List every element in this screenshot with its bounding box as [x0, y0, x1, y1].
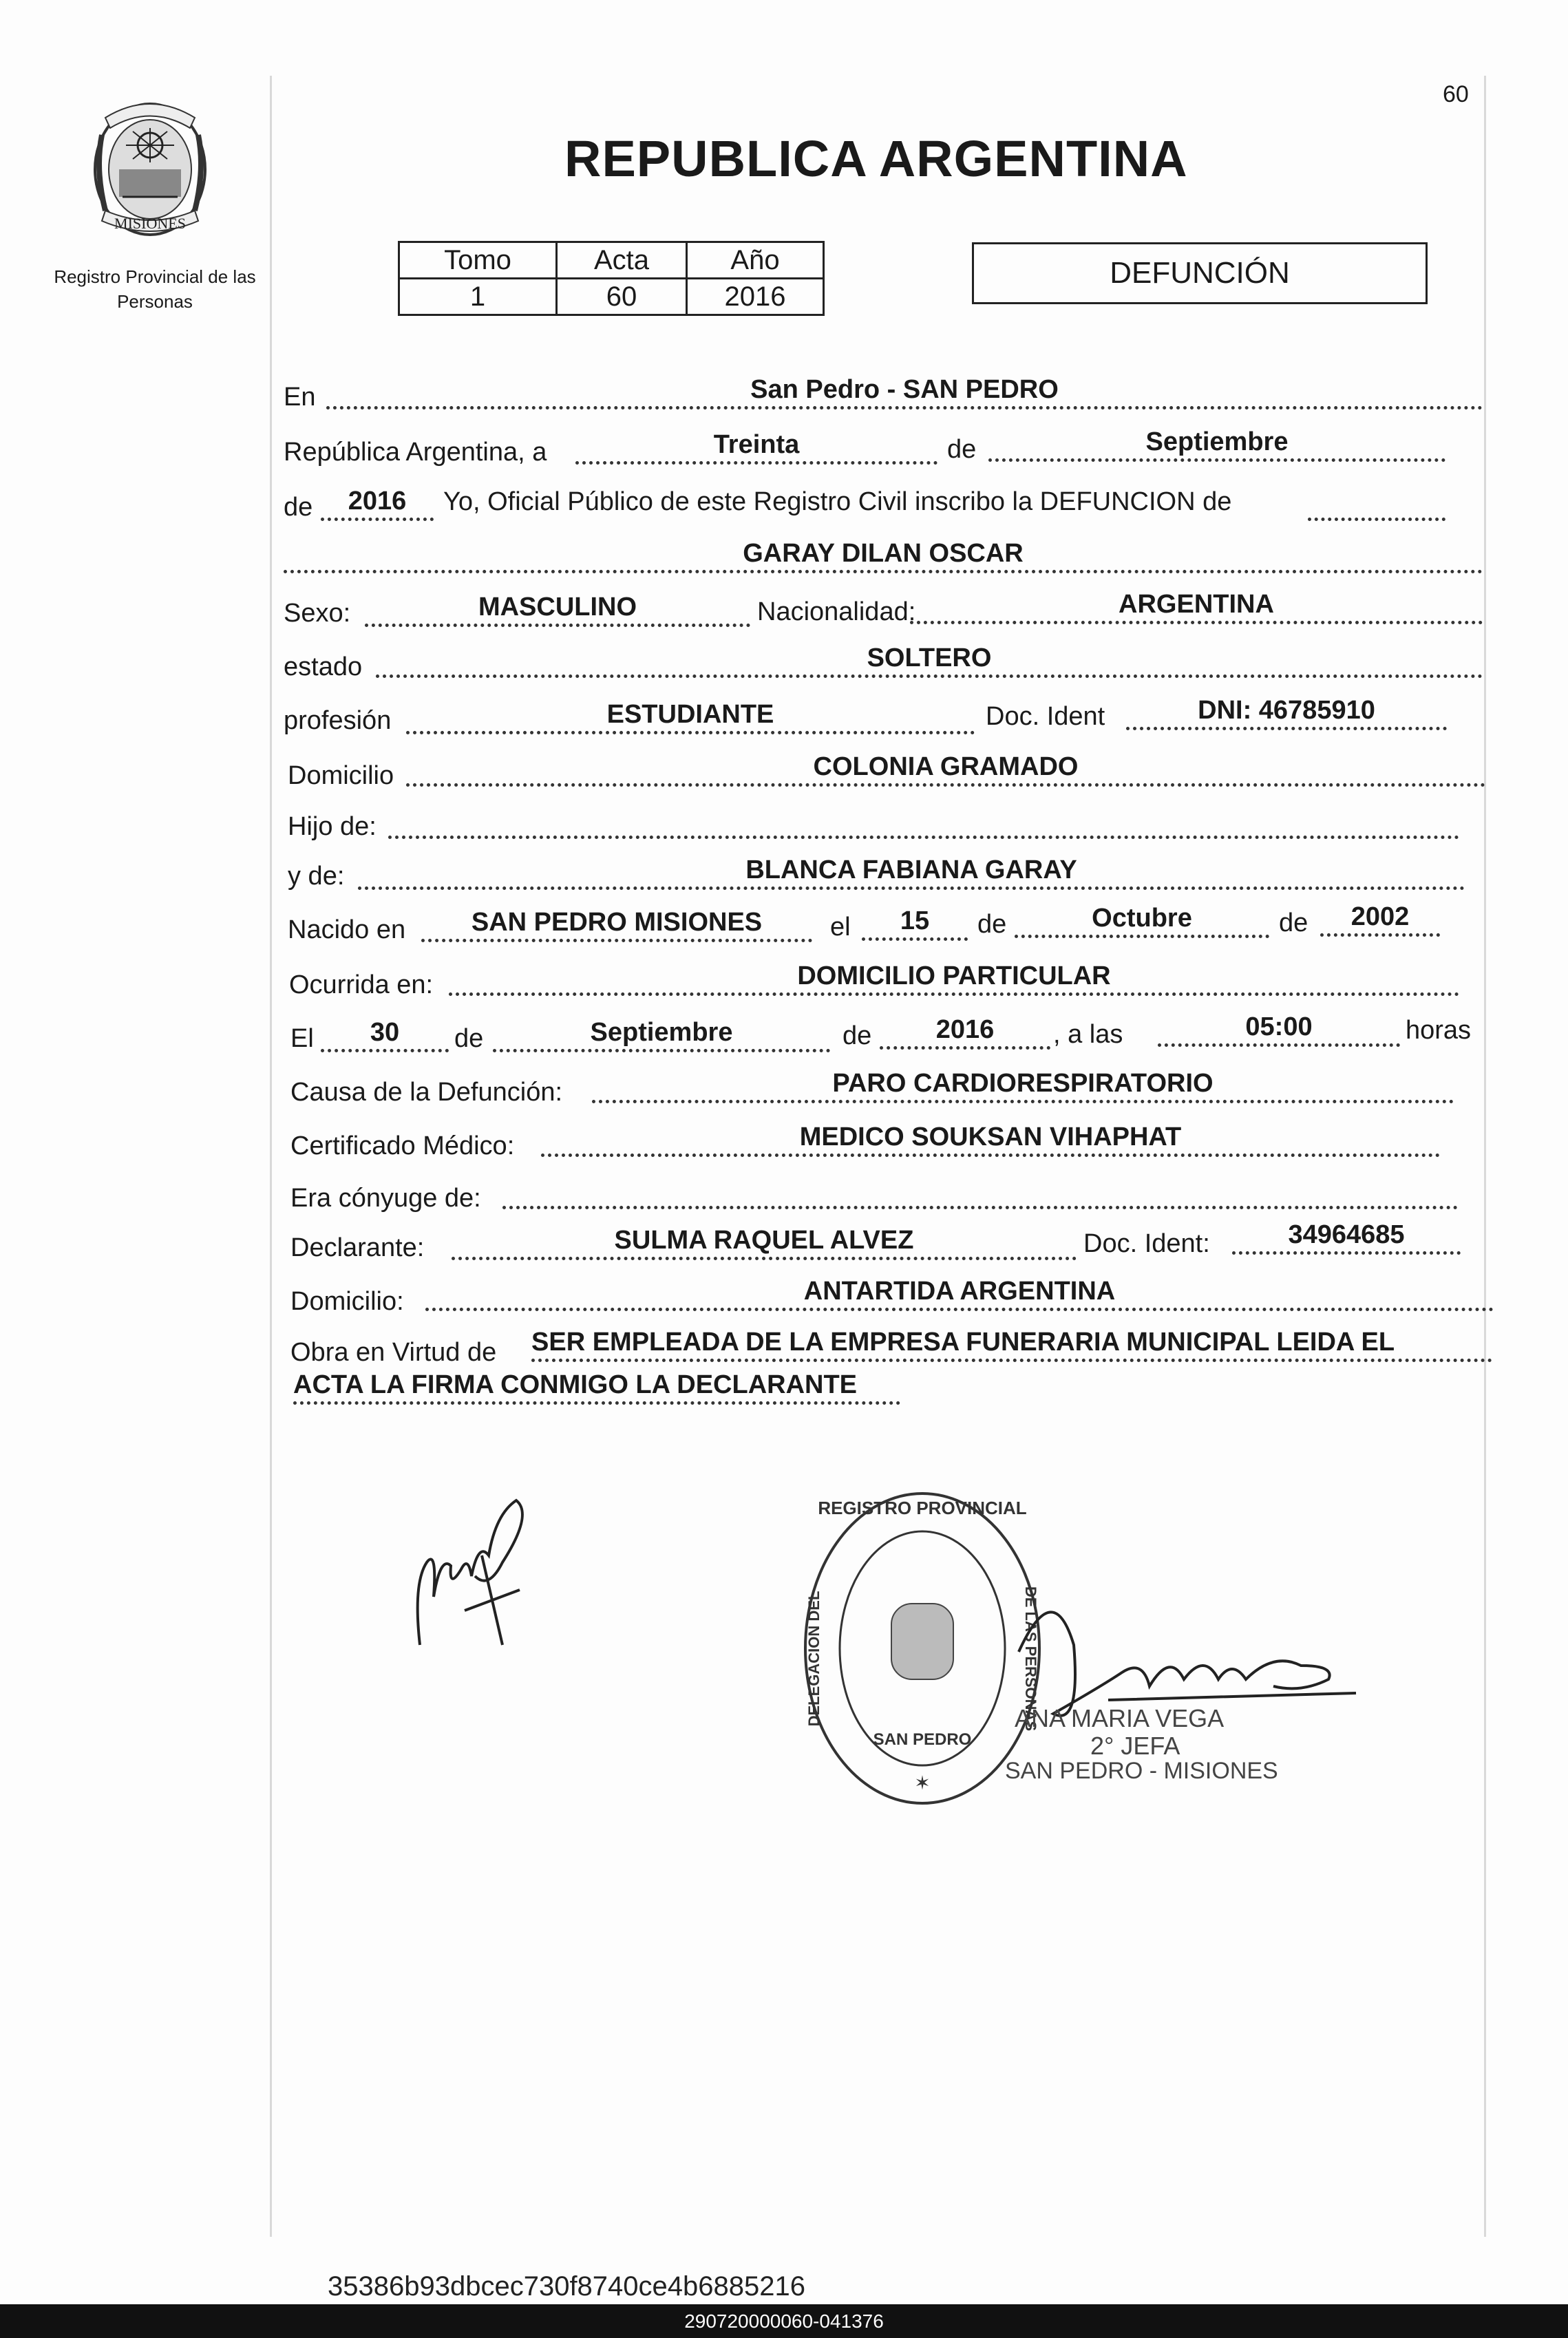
seal-text-top: REGISTRO PROVINCIAL: [818, 1498, 1027, 1518]
def-de-label: de: [454, 1024, 484, 1053]
causa-field: PARO CARDIORESPIRATORIO: [592, 1068, 1454, 1103]
record-header-tomo: Tomo: [399, 242, 557, 279]
nacido-field: SAN PEDRO MISIONES: [421, 907, 812, 942]
nac-mes-field: Octubre: [1015, 903, 1269, 938]
obra-field-line1: SER EMPLEADA DE LA EMPRESA FUNERARIA MUNICIPAL LEIDA EL: [531, 1327, 1492, 1362]
de-label: de: [947, 435, 977, 464]
record-value-anio: 2016: [687, 279, 824, 315]
el-label: el: [830, 913, 851, 942]
barcode-text: 290720000060-041376: [0, 2304, 1568, 2338]
margin-line-left: [270, 76, 272, 2237]
domicilio-field: COLONIA GRAMADO: [406, 752, 1485, 787]
sexo-label: Sexo:: [284, 599, 351, 628]
def-dia-field: 30: [321, 1017, 449, 1052]
record-header-anio: Año: [687, 242, 824, 279]
misiones-seal-icon: [74, 94, 226, 245]
profesion-label: profesión: [284, 706, 392, 735]
ocurrida-label: Ocurrida en:: [289, 970, 434, 999]
document-hash: 35386b93dbcec730f8740ce4b6885216: [328, 2271, 806, 2302]
nac-dia-field: 15: [862, 906, 968, 941]
nacido-label: Nacido en: [288, 915, 406, 944]
nac-anio-field: 2002: [1320, 902, 1440, 937]
yde-field: BLANCA FABIANA GARAY: [358, 855, 1465, 890]
domicilio2-field: ANTARTIDA ARGENTINA: [425, 1276, 1494, 1311]
registry-label: Registro Provincial de las Personas: [54, 266, 256, 312]
certificado-field: MEDICO SOUKSAN VIHAPHAT: [541, 1122, 1440, 1157]
profesion-field: ESTUDIANTE: [406, 699, 975, 734]
horas-label: horas: [1406, 1016, 1472, 1045]
svg-text:✶: ✶: [914, 1772, 931, 1794]
estado-label: estado: [284, 652, 363, 681]
domicilio-label: Domicilio: [288, 761, 394, 790]
official-role: 2° JEFA: [1090, 1732, 1180, 1760]
nacionalidad-field: ARGENTINA: [910, 589, 1483, 624]
nac-de2-label: de: [1279, 908, 1309, 937]
nac-de-label: de: [977, 910, 1007, 939]
alas-label: , a las: [1053, 1020, 1123, 1049]
obra-label: Obra en Virtud de: [290, 1338, 497, 1367]
doc-field: DNI: 46785910: [1126, 695, 1447, 730]
record-value-acta: 60: [557, 279, 687, 315]
seal-text-right: DE LAS PERSONAS: [1022, 1586, 1039, 1732]
declarante-label: Declarante:: [290, 1233, 425, 1262]
official-place: SAN PEDRO - MISIONES: [1005, 1758, 1278, 1784]
estado-field: SOLTERO: [376, 643, 1483, 678]
lugar-field: San Pedro - SAN PEDRO: [326, 374, 1483, 410]
yo-text: Yo, Oficial Público de este Registro Civil inscribo la DEFUNCION de: [443, 487, 1232, 516]
page-number: 60: [1443, 81, 1469, 107]
seal-text-left: DELEGACION DEL: [805, 1591, 823, 1727]
record-value-tomo: 1: [399, 279, 557, 315]
mes-field: Septiembre: [988, 427, 1445, 462]
domicilio2-label: Domicilio:: [290, 1287, 404, 1316]
document-title: REPUBLICA ARGENTINA: [564, 130, 1188, 187]
declarant-signature-icon: [399, 1473, 537, 1666]
doc2-label: Doc. Ident:: [1083, 1229, 1210, 1258]
dia-field: Treinta: [575, 429, 937, 465]
certificado-label: Certificado Médico:: [290, 1131, 515, 1160]
nacionalidad-label: Nacionalidad:: [757, 597, 916, 626]
def-mes-field: Septiembre: [493, 1017, 830, 1052]
margin-line-right: [1484, 76, 1486, 2237]
republica-label: República Argentina, a: [284, 438, 547, 467]
en-label: En: [284, 383, 316, 412]
declarante-field: SULMA RAQUEL ALVEZ: [452, 1225, 1077, 1260]
el2-label: El: [290, 1024, 314, 1053]
de2-label: de: [284, 493, 313, 522]
def-anio-field: 2016: [880, 1014, 1050, 1050]
causa-label: Causa de la Defunción:: [290, 1078, 563, 1107]
yde-label: y de:: [288, 862, 345, 891]
nombre-field: GARAY DILAN OSCAR: [284, 538, 1483, 573]
hijo-label: Hijo de:: [288, 812, 377, 841]
record-table: [398, 241, 825, 316]
svg-text:MISIONES: MISIONES: [114, 215, 186, 232]
record-type-box: DEFUNCIÓN: [972, 242, 1428, 304]
seal-text-bottom: SAN PEDRO: [873, 1730, 972, 1749]
conyuge-field: [502, 1174, 1458, 1209]
conyuge-label: Era cónyuge de:: [290, 1184, 481, 1213]
official-name: ANA MARIA VEGA: [1015, 1704, 1225, 1732]
yo-trailing-field: [1308, 486, 1445, 521]
anio-field: 2016: [321, 486, 434, 521]
record-header-acta: Acta: [557, 242, 687, 279]
doc2-field: 34964685: [1232, 1220, 1461, 1255]
def-de2-label: de: [843, 1021, 872, 1050]
hijo-field: [388, 804, 1459, 839]
obra-field-line2: ACTA LA FIRMA CONMIGO LA DECLARANTE: [293, 1370, 900, 1405]
def-hora-field: 05:00: [1158, 1012, 1400, 1047]
sexo-field: MASCULINO: [365, 592, 750, 627]
ocurrida-field: DOMICILIO PARTICULAR: [449, 961, 1459, 996]
doc-label: Doc. Ident: [986, 702, 1105, 731]
